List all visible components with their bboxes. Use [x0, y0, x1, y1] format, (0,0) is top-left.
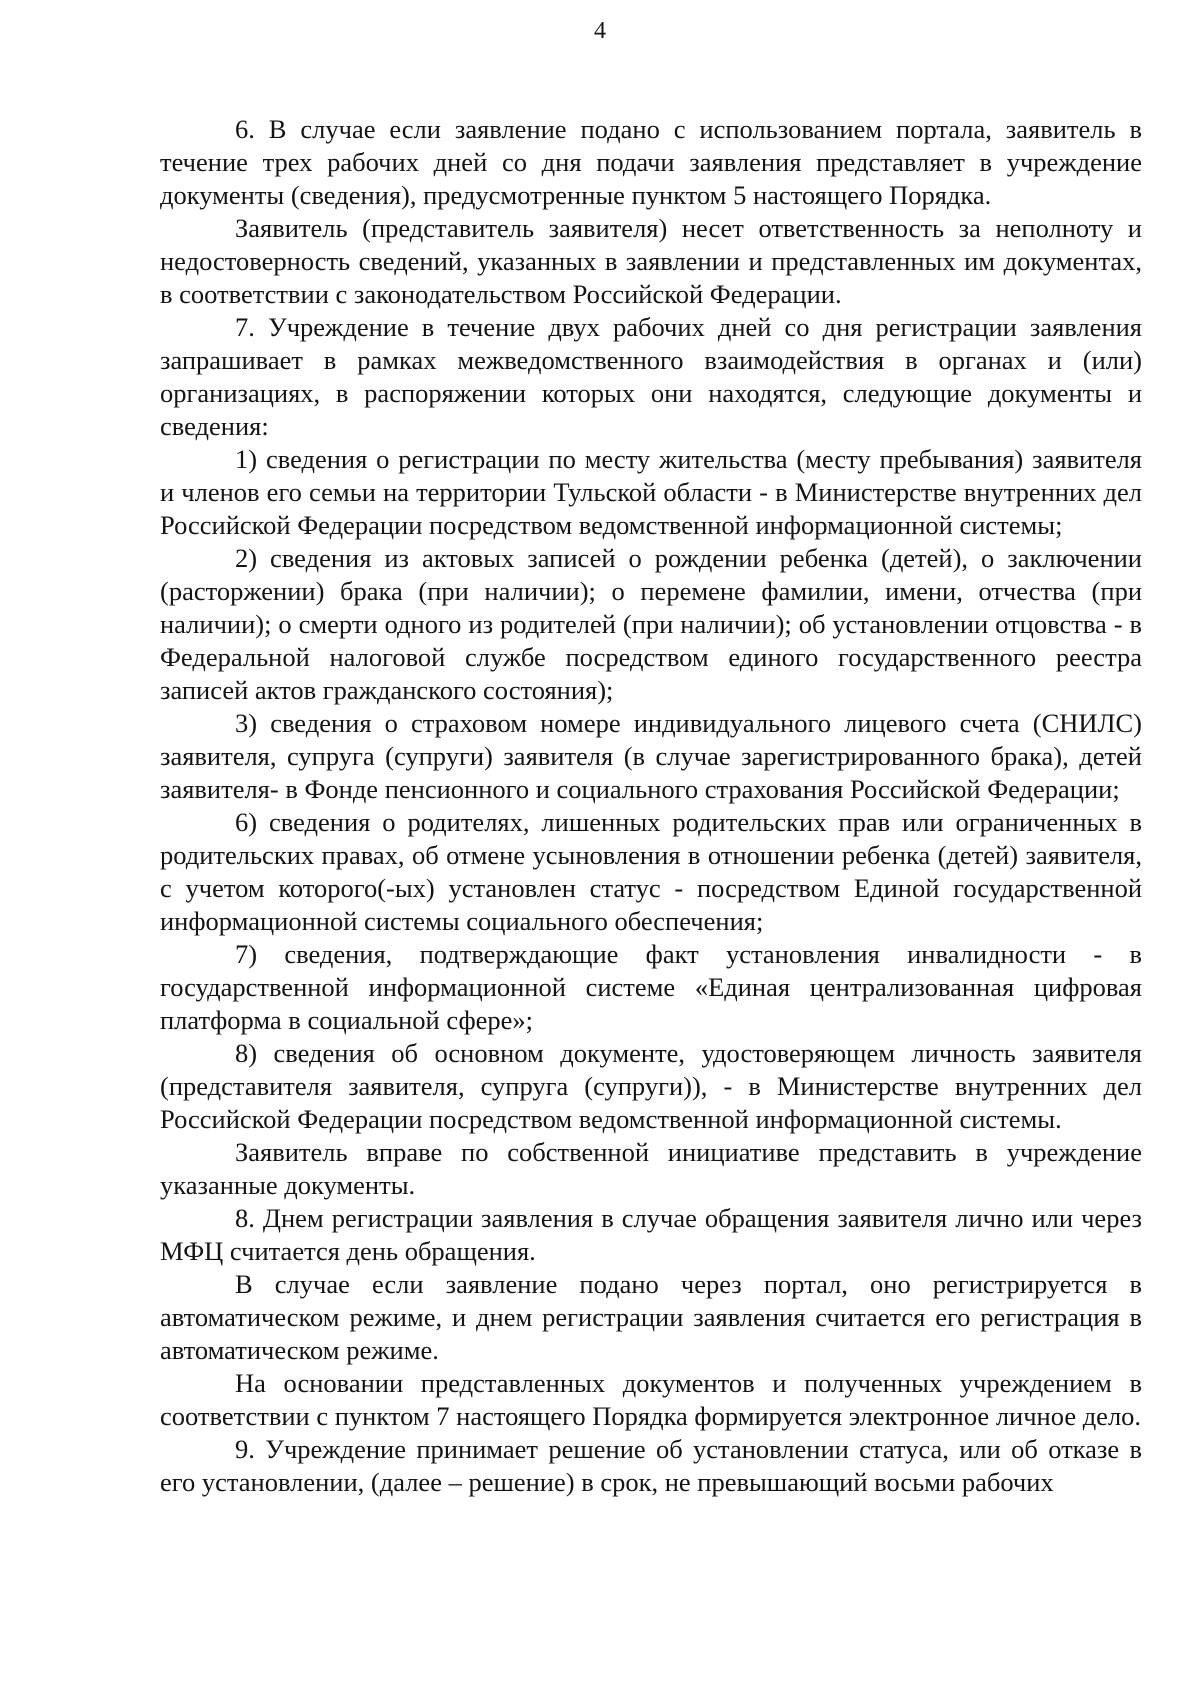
- paragraph-8: 8. Днем регистрации заявления в случае обращения заявителя лично или через МФЦ считается день обращения.: [160, 1203, 1142, 1266]
- paragraph-applicant-responsibility: Заявитель (представитель заявителя) несет ответственность за неполноту и недостоверность сведений, указанных в заявлении и представленных им документах, в соответствии с законодательством Российской Федерации.: [160, 213, 1142, 309]
- document-body: [160, 113, 1142, 1499]
- list-item-1: 1) сведения о регистрации по месту жительства (месту пребывания) заявителя и членов его семьи на территории Тульской области - в Министерстве внутренних дел Российской Федерации посредством ведомственной информационной системы;: [160, 444, 1142, 540]
- paragraph-electronic-file: На основании представленных документов и полученных учреждением в соответствии с пунктом 7 настоящего Порядка формируется электронное личное дело.: [160, 1368, 1142, 1431]
- paragraph-portal-registration: В случае если заявление подано через портал, оно регистрируется в автоматическом режиме, и днем регистрации заявления считается его регистрация в автоматическом режиме.: [160, 1269, 1142, 1365]
- list-item-2: 2) сведения из актовых записей о рождении ребенка (детей), о заключении (расторжении) брака (при наличии); о перемене фамилии, имени, отчества (при наличии); о смерти одного из родителей (при наличии); об установлении отцовства - в Федеральной налоговой службе посредством единого государственного реестра записей актов гражданского состояния);: [160, 543, 1142, 705]
- list-item-6: 6) сведения о родителях, лишенных родительских прав или ограниченных в родительских правах, об отмене усыновления в отношении ребенка (детей) заявителя, с учетом которого(-ых) установлен статус - посредством Единой государственной информационной системы социального обеспечения;: [160, 807, 1142, 936]
- paragraph-7: 7. Учреждение в течение двух рабочих дней со дня регистрации заявления запрашивает в рамках межведомственного взаимодействия в органах и (или) организациях, в распоряжении которых они находятся, следующие документы и сведения:: [160, 312, 1142, 441]
- paragraph-6: 6. В случае если заявление подано с использованием портала, заявитель в течение трех рабочих дней со дня подачи заявления представляет в учреждение документы (сведения), предусмотренные пунктом 5 настоящего Порядка.: [160, 114, 1142, 210]
- list-item-3: 3) сведения о страховом номере индивидуального лицевого счета (СНИЛС) заявителя, супруга (супруги) заявителя (в случае зарегистрированного брака), детей заявителя- в Фонде пенсионного и социального страхования Российской Федерации;: [160, 708, 1142, 804]
- page-number: 4: [594, 18, 606, 44]
- list-item-8: 8) сведения об основном документе, удостоверяющем личность заявителя (представителя заявителя, супруга (супруги)), - в Министерстве внутренних дел Российской Федерации посредством ведомственной информационной системы.: [160, 1038, 1142, 1134]
- list-item-7: 7) сведения, подтверждающие факт установления инвалидности - в государственной информационной системе «Единая централизованная цифровая платформа в социальной сфере»;: [160, 939, 1142, 1035]
- paragraph-own-initiative: Заявитель вправе по собственной инициативе представить в учреждение указанные документы.: [160, 1137, 1142, 1200]
- paragraph-9: 9. Учреждение принимает решение об установлении статуса, или об отказе в его установлении, (далее – решение) в срок, не превышающий восьми рабочих: [160, 1434, 1142, 1497]
